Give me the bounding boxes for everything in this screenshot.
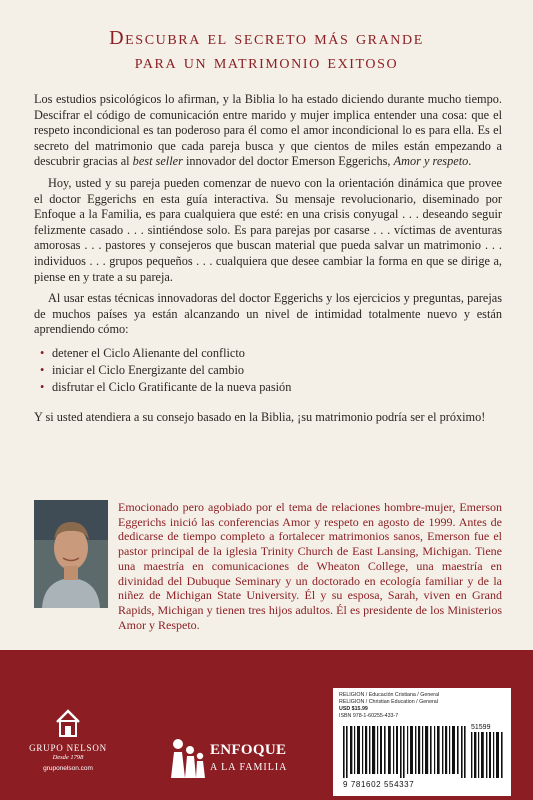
bullet-icon: •	[40, 345, 45, 360]
book-title-reference: Amor y respeto	[393, 154, 469, 169]
bestseller-term: best seller	[132, 154, 183, 169]
list-item: • iniciar el Ciclo Energizante del cambio	[40, 362, 245, 377]
category-spanish: RELIGIÓN / Educación Cristiana / General	[339, 692, 440, 698]
barcode-panel	[333, 688, 511, 796]
description-text	[34, 92, 502, 426]
partner-logo	[168, 736, 298, 780]
publisher-url: gruponelson.com	[43, 765, 93, 772]
closing-paragraph: Y si usted atendiera a su consejo basado en la Biblia, ¡su matrimonio podría ser el próximo!	[34, 409, 486, 424]
benefit-list	[34, 345, 502, 396]
list-item: • disfrutar el Ciclo Gratificante de la nueva pasión	[40, 379, 292, 394]
publisher-logo	[28, 708, 108, 772]
barcode-icon	[343, 726, 467, 778]
cover-headline	[0, 26, 533, 74]
bullet-icon: •	[40, 379, 45, 394]
family-figures-icon	[168, 736, 208, 780]
author-bio: Emocionado pero agobiado por el tema de relaciones hombre-mujer, Emerson Eggerichs inició las conferencias Amor y respeto en agosto de 1999. Antes de dedicarse de tiempo completo a fortalecer matrimonios sanos, Emerson fue el pastor principal de la iglesia Trinity Church de East Lansing, Michigan. Tiene una maestría en comunicaciones de Wheaton College, una maestría en divinidad del Dubuque Seminary y un doctorado en ecología familiar y de la niñez de Michigan State University. Él y su esposa, Sarah, viven en Grand Rapids, Michigan y tienen tres hijos adultos. Él es presidente de los Ministerios Amor y Respeto.	[118, 500, 502, 632]
partner-name: ENFOQUE	[210, 742, 287, 758]
barcode-digits: 9 781602 554337	[343, 780, 415, 789]
isbn-label: ISBN 978-1-60255-433-7	[339, 713, 399, 719]
partner-subtitle: A LA FAMILIA	[210, 762, 288, 773]
headline-line-2: para un matrimonio exitoso	[134, 51, 399, 73]
category-english: RELIGION / Christian Education / General	[339, 699, 438, 705]
list-item: • detener el Ciclo Alienante del conflicto	[40, 345, 245, 360]
headline-line-1: Descubra el secreto más grande	[109, 27, 424, 49]
bullet-icon: •	[40, 362, 45, 377]
publisher-name: GRUPO NELSON	[29, 743, 107, 753]
price-label: USD $15.99	[339, 706, 368, 712]
paragraph-1: Los estudios psicológicos lo afirman, y la Biblia lo ha estado diciendo durante mucho tiempo. Descifrar el código de comunicación entre marido y mujer implica entender una cosa: que el respeto incondicional es tan poderoso para él como el amor incondicional lo es para ella. Es el secreto del matrimonio que cada pareja busca y que cientos de miles están empezando a descubrir gracias al best seller innovador del doctor Emerson Eggerichs, Amor y respeto.	[34, 92, 502, 169]
addon-barcode-icon	[471, 732, 505, 778]
author-portrait-icon	[34, 500, 108, 608]
paragraph-3: Al usar estas técnicas innovadoras del doctor Eggerichs y los ejercicios y preguntas, parejas de muchos países ya están alcanzando un nivel de intimidad totalmente nuevo y están aprendiendo cómo:	[34, 291, 502, 337]
author-photo	[34, 500, 108, 608]
publisher-band	[0, 650, 533, 800]
publisher-since: Desde 1798	[52, 754, 84, 761]
publisher-house-icon	[55, 708, 81, 738]
paragraph-2: Hoy, usted y su pareja pueden comenzar de nuevo con la orientación dinámica que provee el doctor Eggerichs en esta guía interactiva. Su mensaje revolucionario, diseminado por Enfoque a la Familia, es para cualquiera que esté: en una crisis conyugal . . . deseando seguir felizmente casado . . . sintiéndose solo. Es para parejas por casarse . . . víctimas de aventuras amorosas . . . pastores y consejeros que buscan material que pueda salvar un matrimonio . . . individuos . . . grupos pequeños . . . cualquiera que desee cambiar la forma en que se dirige a, piense en y trate a su pareja.	[34, 175, 502, 284]
price-code: 51599	[471, 724, 491, 731]
